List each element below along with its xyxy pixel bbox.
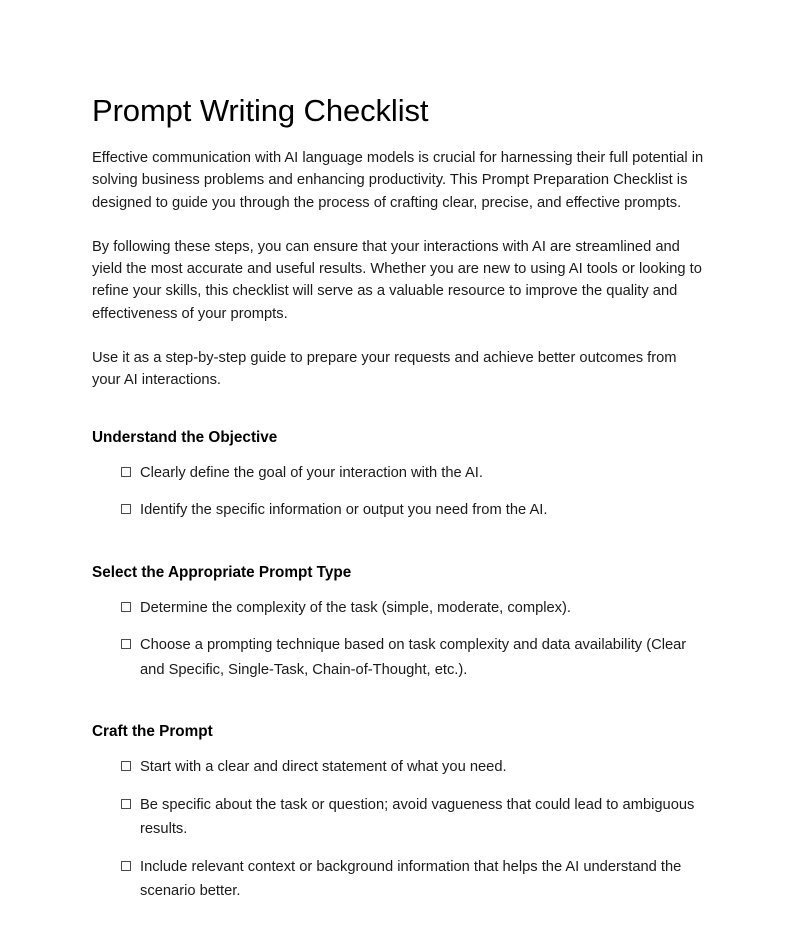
document-body	[92, 0, 708, 926]
checklist-item[interactable]	[92, 780, 708, 842]
intro-paragraph-3: Use it as a step-by-step guide to prepare your requests and achieve better outcomes from your AI interactions.	[92, 350, 677, 389]
intro-paragraph-2: By following these steps, you can ensure that your interactions with AI are streamlined and yield the most accurate and useful results. Whether you are new to using AI tools or looking to refine your skills, this checklist will serve as a valuable resource to improve the quality and effectiveness of your prompts.	[92, 238, 702, 322]
intro-paragraph-1: Effective communication with AI language models is crucial for harnessing their full potential in solving business problems and enhancing productivity. This Prompt Preparation Checklist is designed to guide you through the process of crafting clear, precise, and effective prompts.	[92, 150, 704, 211]
cut-off-next-section	[92, 904, 708, 926]
page-title: Prompt Writing Checklist	[92, 93, 429, 128]
checklist-item-label: Choose a prompting technique based on task complexity and data availability (Clear and Specific, Single-Task, Chain-of-Thought, etc.).	[140, 637, 687, 678]
checkbox-icon[interactable]	[121, 467, 131, 477]
checkbox-icon[interactable]	[121, 861, 131, 871]
checklist-item-label: Be specific about the task or question; avoid vagueness that could lead to ambiguous results.	[140, 796, 695, 838]
checkbox-icon[interactable]	[121, 639, 131, 649]
checklist	[92, 448, 708, 523]
checklist-item[interactable]	[92, 583, 708, 621]
checklist-item[interactable]	[92, 742, 708, 780]
checklist	[92, 742, 708, 904]
section-heading: Select the Appropriate Prompt Type	[92, 563, 352, 581]
checklist-item-label: Determine the complexity of the task (simple, moderate, complex).	[140, 599, 572, 616]
checklist-item-label: Identify the specific information or output you need from the AI.	[140, 502, 548, 519]
checklist-item[interactable]	[92, 485, 708, 523]
checkbox-icon[interactable]	[121, 602, 131, 612]
checklist-item[interactable]	[92, 842, 708, 904]
section-heading: Craft the Prompt	[92, 723, 213, 741]
checkbox-icon[interactable]	[121, 504, 131, 514]
section-select-the-appropriate-prompt-type	[92, 523, 708, 683]
checklist-item-label: Clearly define the goal of your interaction with the AI.	[140, 464, 483, 481]
checklist-item-label: Include relevant context or background information that helps the AI understand the scenario better.	[140, 858, 682, 900]
checklist-item-label: Start with a clear and direct statement of what you need.	[140, 759, 507, 776]
checkbox-icon[interactable]	[121, 761, 131, 771]
checkbox-icon[interactable]	[121, 799, 131, 809]
section-heading: Understand the Objective	[92, 428, 278, 446]
checklist	[92, 583, 708, 683]
section-understand-the-objective	[92, 392, 708, 523]
section-craft-the-prompt	[92, 682, 708, 904]
checklist-item[interactable]	[92, 620, 708, 682]
checklist-item[interactable]	[92, 448, 708, 486]
